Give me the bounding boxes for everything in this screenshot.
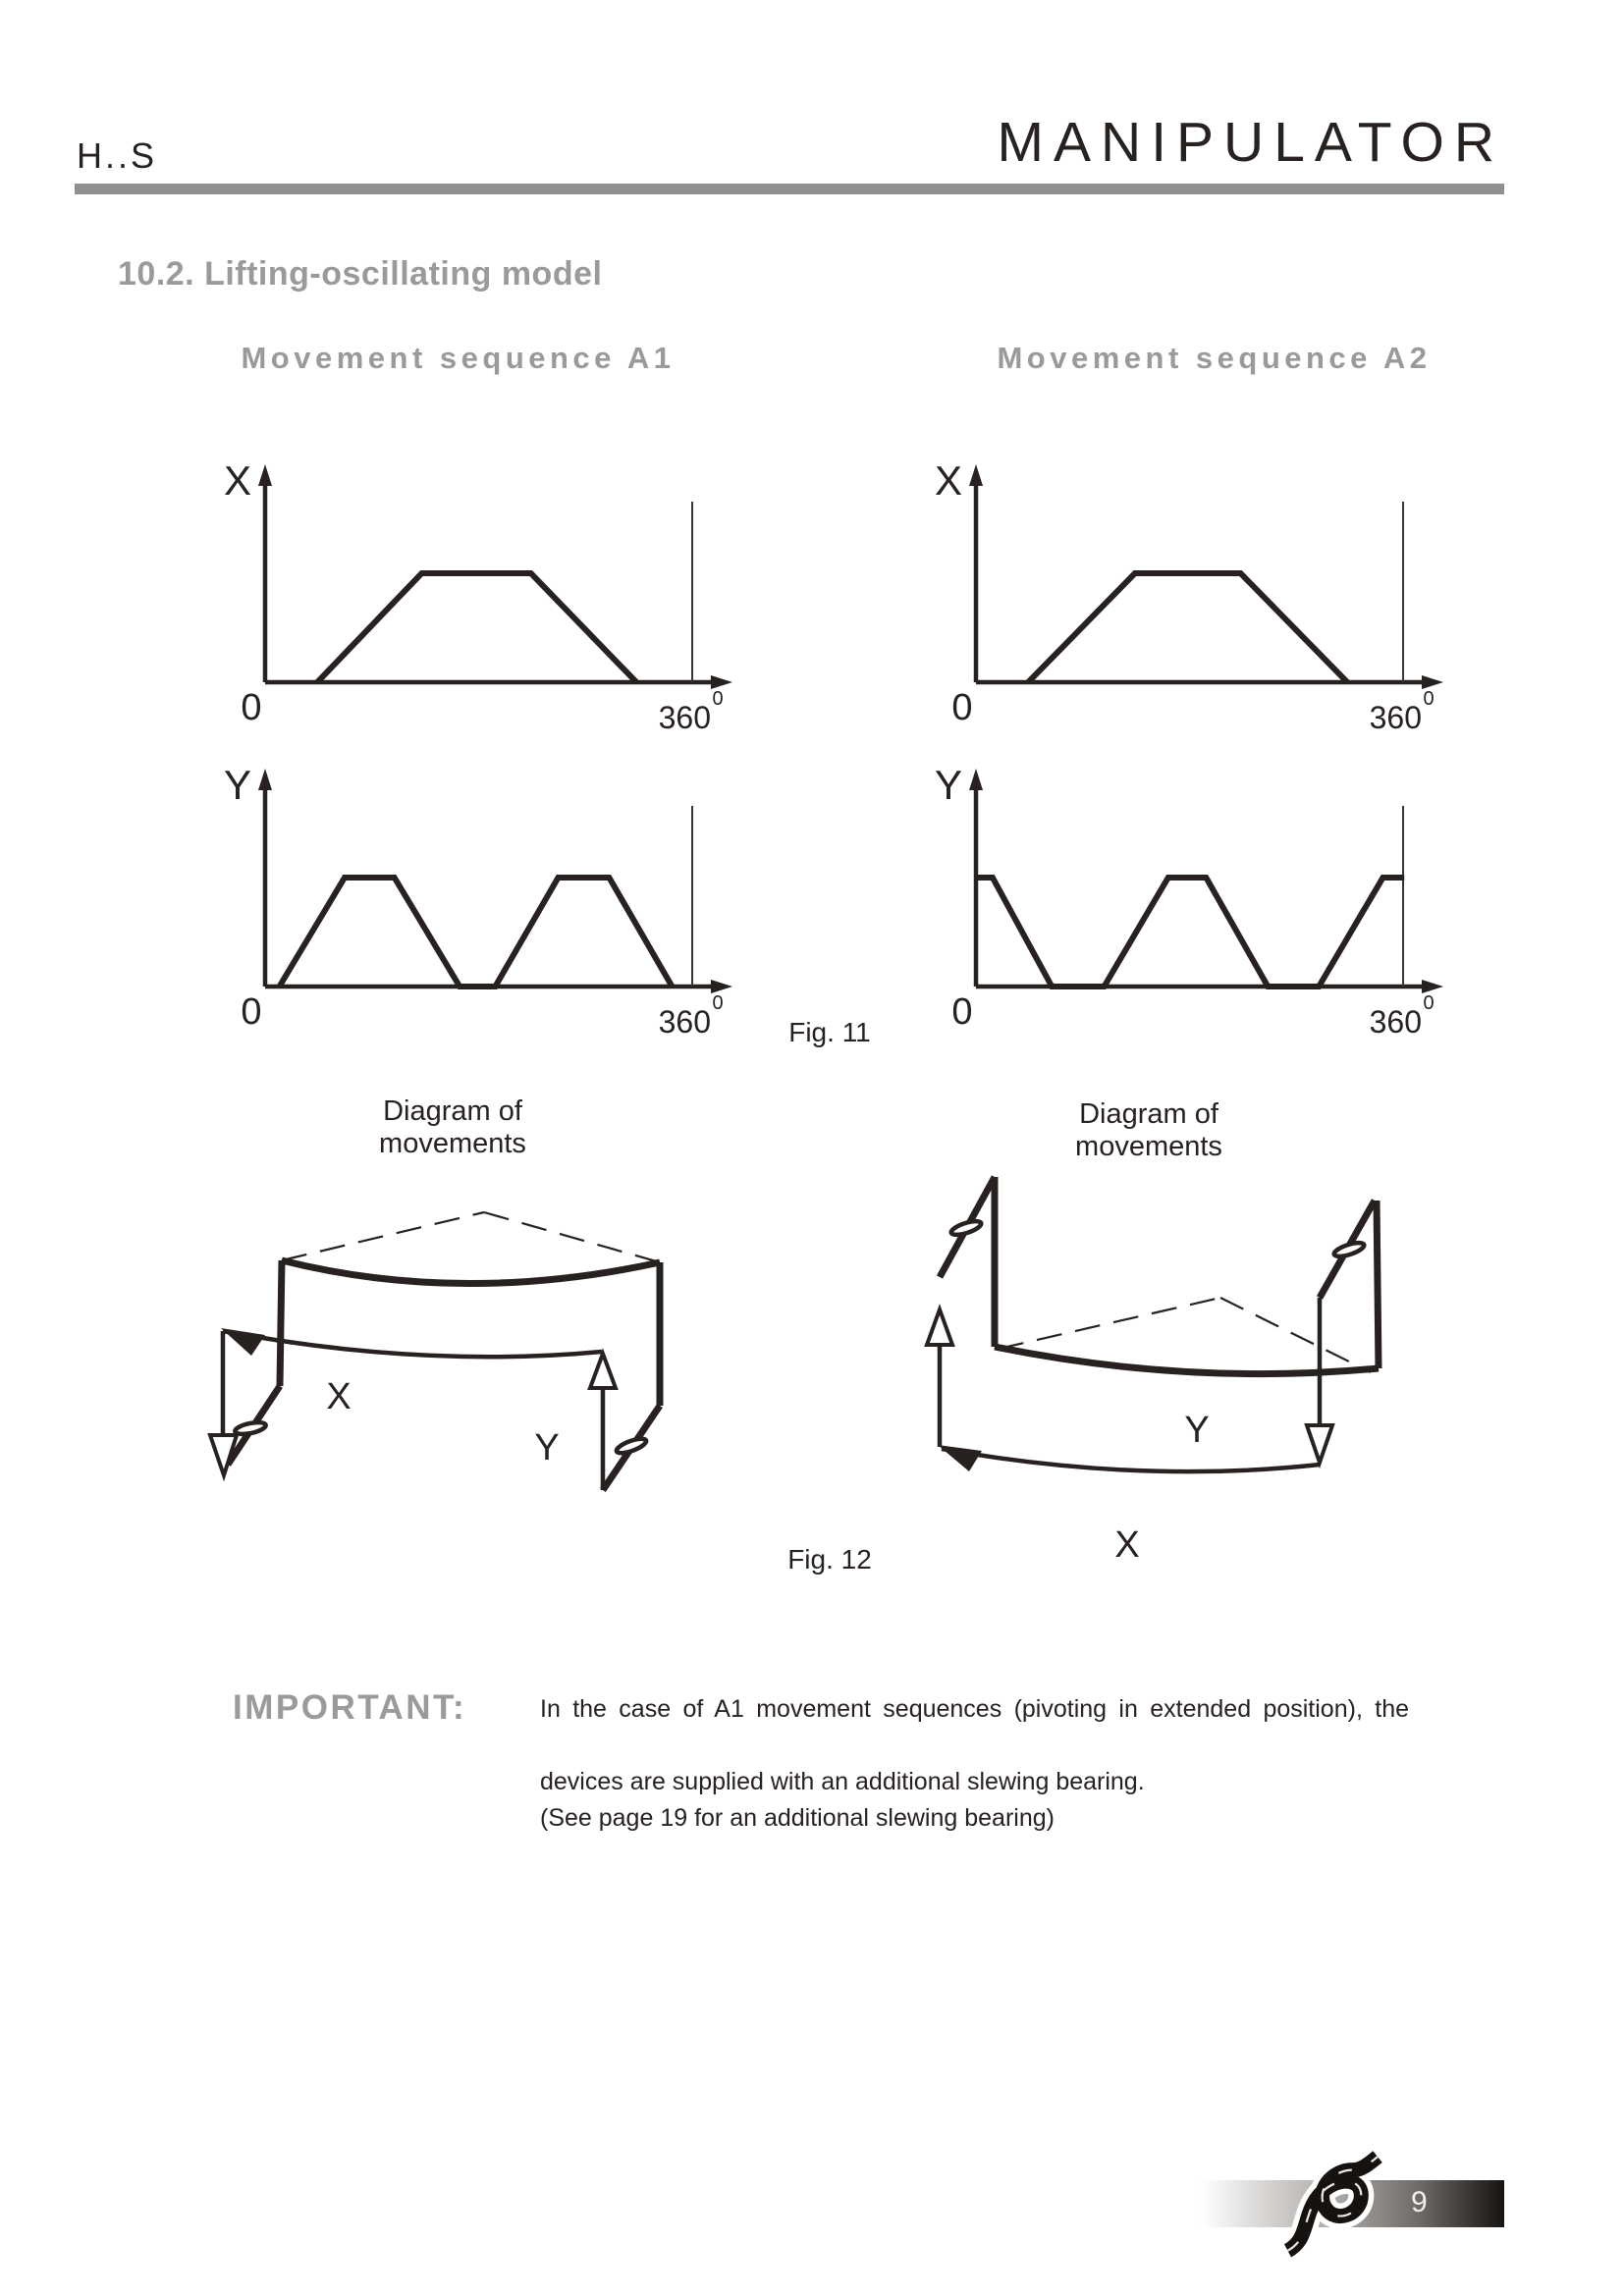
x-axis-arrowhead [711, 980, 732, 993]
axes [265, 482, 717, 682]
waveform [280, 878, 673, 987]
column-heading-a2: Movement sequence A2 [997, 341, 1432, 375]
origin-zero-label: 0 [241, 991, 262, 1033]
a1-y-axis-label: Y [534, 1427, 560, 1468]
a2-bottom-face-dashed-edges [999, 1298, 1371, 1372]
chart-canvas-a2_x [897, 412, 1467, 741]
chart-canvas-a1_x [187, 412, 756, 741]
axis-letter-label: Y [223, 762, 252, 808]
axes [265, 786, 717, 987]
y-axis-arrowhead [969, 464, 983, 486]
diagram-a1 [210, 1212, 660, 1490]
chart-canvas-a1_y [187, 717, 756, 1045]
degree-superscript-label: 0 [712, 688, 724, 710]
waveform [976, 878, 1404, 987]
chart-a1-x [187, 412, 756, 741]
brand-title: MANIPULATOR [997, 111, 1504, 174]
a2-x-arrowhead [938, 1445, 982, 1471]
origin-zero-label: 0 [951, 687, 973, 728]
a1-left-pivot-ellipse [234, 1420, 266, 1436]
movement-diagrams [147, 1129, 1502, 1590]
axis-letter-label: X [223, 457, 252, 504]
x-axis-arrowhead [1422, 675, 1443, 689]
a2-y-axis-label: Y [1184, 1410, 1210, 1451]
chart-a1-y [187, 717, 756, 1045]
x-axis-arrowhead [1422, 980, 1443, 993]
a2-x-axis-label: X [1114, 1524, 1140, 1566]
chart-canvas-a2_y [897, 717, 1467, 1045]
waveform [1028, 573, 1347, 682]
degree-superscript-label: 0 [712, 992, 724, 1014]
product-code: H..S [77, 135, 158, 176]
axes [976, 482, 1428, 682]
figure-12-caption: Fig. 12 [787, 1544, 872, 1575]
a2-up-arrowhead [927, 1309, 952, 1345]
degree-superscript-label: 0 [1423, 992, 1435, 1014]
section-title: 10.2. Lifting-oscillating model [118, 255, 603, 293]
y-axis-arrowhead [258, 464, 272, 486]
axes [976, 786, 1428, 987]
important-text [540, 1691, 1409, 1837]
figure-11-caption: Fig. 11 [788, 1017, 871, 1047]
a1-right-pivot-ellipse [615, 1436, 647, 1456]
a1-top-front-arc [282, 1260, 660, 1284]
a1-x-arrowhead [221, 1328, 265, 1356]
a1-y-up-arrowhead [590, 1354, 616, 1388]
a2-x-movement-arc [942, 1449, 1320, 1471]
knot-logo-icon [1273, 2146, 1391, 2259]
important-line-2: devices are supplied with an additional slewing bearing. [540, 1768, 1145, 1795]
waveform [317, 573, 636, 682]
diagram-caption-left: Diagram of movements [379, 1095, 526, 1159]
diagram-caption-right: Diagram of movements [1075, 1098, 1222, 1162]
a1-top-face-dashed-edges [282, 1212, 660, 1262]
end-360-label: 360 [658, 1004, 711, 1040]
a2-left-pivot-ellipse [949, 1218, 983, 1237]
important-label: IMPORTANT: [233, 1688, 467, 1727]
important-line-3: (See page 19 for an additional slewing bearing) [540, 1804, 1055, 1832]
a2-right-pivot-ellipse [1332, 1240, 1366, 1258]
a2-down-arrowhead [1307, 1425, 1332, 1463]
chart-a2-y [897, 717, 1467, 1045]
important-line-1: In the case of A1 movement sequences (pivoting in extended position), the [540, 1695, 1409, 1723]
page-number: 9 [1411, 2186, 1428, 2218]
header-rule [75, 184, 1504, 194]
end-360-label: 360 [1369, 1004, 1422, 1040]
axis-letter-label: Y [934, 762, 963, 808]
origin-zero-label: 0 [951, 991, 973, 1033]
column-heading-a1: Movement sequence A1 [241, 341, 676, 375]
chart-a2-x [897, 412, 1467, 741]
end-360-label: 360 [658, 700, 711, 735]
degree-superscript-label: 0 [1423, 688, 1435, 710]
end-360-label: 360 [1369, 700, 1422, 735]
diagram-a2 [927, 1177, 1379, 1566]
a1-left-edge [280, 1260, 282, 1386]
y-axis-arrowhead [969, 769, 983, 790]
a1-x-axis-label: X [326, 1376, 352, 1417]
x-axis-arrowhead [711, 675, 732, 689]
axis-letter-label: X [934, 457, 963, 504]
a2-right-edge [1377, 1201, 1379, 1368]
y-axis-arrowhead [258, 769, 272, 790]
origin-zero-label: 0 [241, 687, 262, 728]
